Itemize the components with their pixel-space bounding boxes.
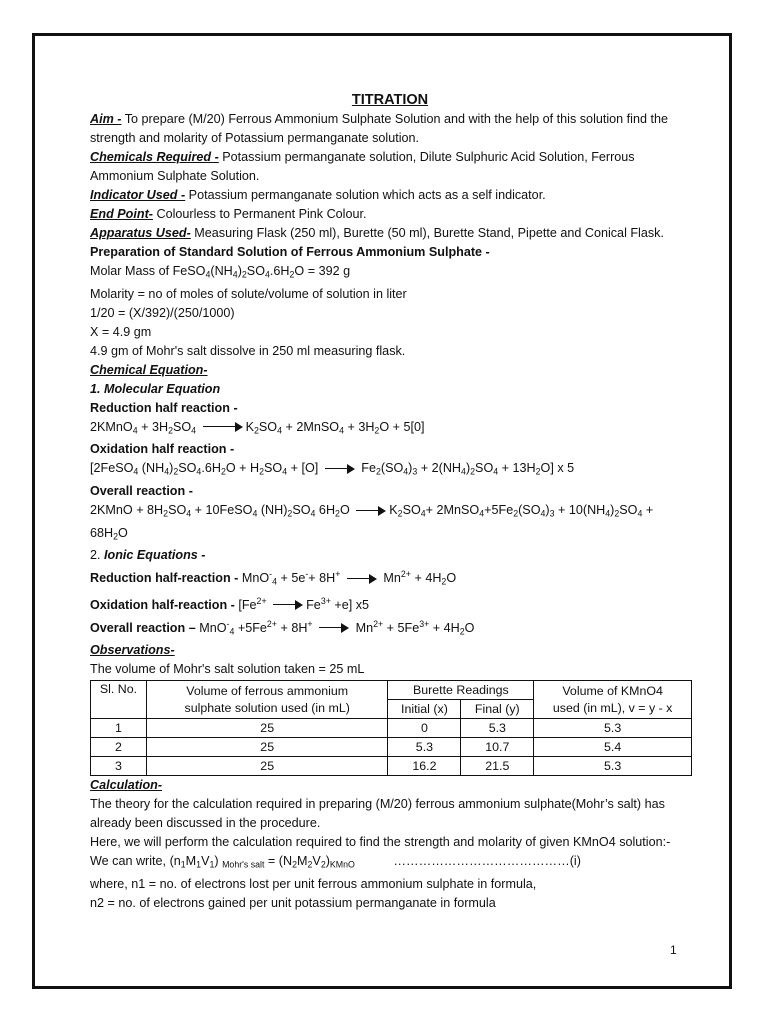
arrow-icon xyxy=(325,464,355,474)
oxidation-half-heading: Oxidation half reaction - xyxy=(90,442,235,457)
header-volume-fas: Volume of ferrous ammonium sulphate solution used (in mL) xyxy=(146,681,388,719)
endpoint-label: End Point- xyxy=(90,207,153,221)
page-number: 1 xyxy=(670,943,677,957)
aim-text: To prepare (M/20) Ferrous Ammonium Sulphate Solution and with the help of this solution find the strength and molarity of Potassium permanganate solution. xyxy=(90,112,668,145)
table-row: 3 25 16.2 21.5 5.3 xyxy=(91,757,692,776)
overall-reaction-heading: Overall reaction - xyxy=(90,483,193,498)
header-final: Final (y) xyxy=(461,700,534,719)
header-burette-readings: Burette Readings xyxy=(388,681,534,700)
calculation-line-2: X = 4.9 gm xyxy=(90,324,152,339)
endpoint-text: Colourless to Permanent Pink Colour. xyxy=(152,207,367,221)
calculation-paragraph-1: The theory for the calculation required in preparing (M/20) ferrous ammonium sulphate(Mohr’s salt) has already been discussed in the procedure. xyxy=(90,797,665,831)
arrow-icon xyxy=(347,574,377,584)
aim-paragraph xyxy=(90,110,690,148)
chemical-equation-heading: Chemical Equation- xyxy=(90,362,208,377)
chemicals-text: Potassium permanganate solution, Dilute Sulphuric Acid Solution, Ferrous Ammonium Sulphate Solution. xyxy=(90,150,635,183)
apparatus-text: Measuring Flask (250 ml), Burette (50 ml), Burette Stand, Pipette and Conical Flask. xyxy=(190,226,664,240)
reduction-half-heading: Reduction half reaction - xyxy=(90,400,238,415)
arrow-icon xyxy=(273,600,303,610)
molar-mass-line: Molar Mass of $FeSO_4(NH_4)_2SO_4.6H_2O = 392$ g xyxy=(90,264,351,280)
molarity-definition: Molarity = no of moles of solute/volume of solution in liter xyxy=(90,286,407,301)
observations-table xyxy=(90,680,692,776)
arrow-icon xyxy=(356,506,386,516)
ionic-overall-line: Overall reaction – $MnO^-_4 +5Fe^{2+} + 8H^+$ $Mn^{2+} + 5Fe^{3+} + 4H_2O$ xyxy=(90,618,475,637)
reduction-equation: 2KMnO$_4$ + $3H_2SO_4$ $K_2SO_4$ + 2MnSO$_4$ + $3H_2O + 5[0]$ xyxy=(90,419,425,436)
apparatus-label: Apparatus Used- xyxy=(90,226,191,240)
molecular-equation-heading: 1. Molecular Equation xyxy=(90,381,221,396)
aim-label: Aim - xyxy=(90,112,122,126)
indicator-text: Potassium permanganate solution which acts as a self indicator. xyxy=(185,188,546,202)
chemicals-label: Chemicals Required - xyxy=(90,150,219,164)
calculation-paragraph-2: Here, we will perform the calculation required to find the strength and molarity of given KMnO4 solution:- xyxy=(90,835,671,850)
calculation-paragraph-4: where, n1 = no. of electrons lost per unit ferrous ammonium sulphate in formula, xyxy=(90,876,537,891)
arrow-icon xyxy=(203,422,243,432)
ionic-oxidation-line: Oxidation half-reaction - [$Fe^{2+}$ $Fe^{3+} +e$] x5 xyxy=(90,595,370,612)
header-volume-kmno4: Volume of KMnO4 used (in mL), v = y - x xyxy=(534,681,692,719)
endpoint-paragraph xyxy=(90,205,690,224)
calculation-paragraph-5: n2 = no. of electrons gained per unit potassium permanganate in formula xyxy=(90,895,496,910)
oxidation-equation: [2FeSO$_4$ $(NH_4)_2SO_4.6H_2O + H_2SO_4 + [O] Fe_2(SO_4)_3 + 2(NH_4)_2SO_4 + 13H_2O$] x 5 xyxy=(90,461,575,477)
calculation-line-3: 4.9 gm of Mohr's salt dissolve in 250 ml measuring flask. xyxy=(90,343,406,358)
observations-heading: Observations- xyxy=(90,643,175,658)
chemicals-paragraph xyxy=(90,148,690,186)
table-header-row xyxy=(91,681,692,700)
preparation-heading: Preparation of Standard Solution of Ferrous Ammonium Sulphate - xyxy=(90,245,490,259)
calculation-heading: Calculation- xyxy=(90,778,163,793)
header-initial: Initial (x) xyxy=(388,700,461,719)
indicator-paragraph xyxy=(90,186,690,205)
page-title: TITRATION xyxy=(351,92,429,108)
calculation-line-1: 1/20 = (X/392)/(250/1000) xyxy=(90,305,235,320)
ionic-equations-heading: 2. Ionic Equations - xyxy=(90,548,206,563)
arrow-icon xyxy=(319,623,349,633)
header-sl-no: Sl. No. xyxy=(91,681,147,719)
apparatus-paragraph xyxy=(90,224,690,243)
indicator-label: Indicator Used - xyxy=(90,188,186,202)
table-row: 1 25 0 5.3 5.3 xyxy=(91,719,692,738)
table-row: 2 25 5.3 10.7 5.4 xyxy=(91,738,692,757)
calculation-formula: We can write, $(n_1M_1V_1) _{Mohr's salt} = (N_2M_2V_2)_{KMnO}$ ……………………………………(i) xyxy=(90,854,581,870)
overall-equation: 2KMnO + $8H_2SO_4$ + 10FeSO$_4$ $(NH)_2SO_4$ $6H_2O$ $K_2SO_4+$ $2MnSO_4+5Fe_2(SO_4)_3 + 10(NH_4)_2SO_4 + 68H_2O$ xyxy=(90,502,654,542)
ionic-reduction-line: Reduction half-reaction - MnO-$_4$ + 5e-+ 8H+ $Mn^{2+} + 4H_2O$ xyxy=(90,569,457,587)
document-body xyxy=(90,91,690,913)
observations-text: The volume of Mohr's salt solution taken = 25 mL xyxy=(90,662,365,677)
